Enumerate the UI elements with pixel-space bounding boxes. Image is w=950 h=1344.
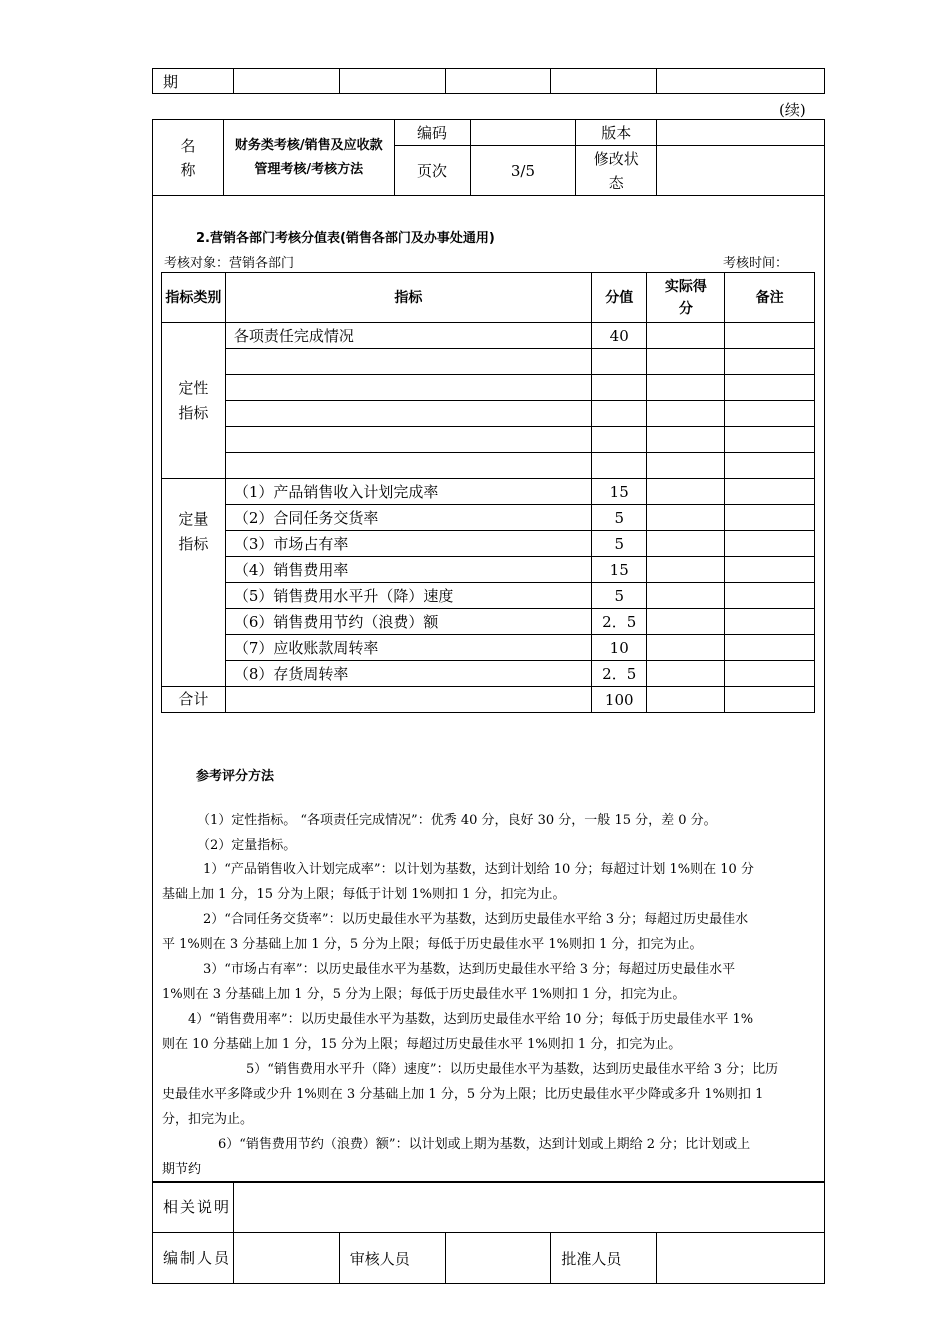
method-paragraph: （1）定性指标。 “各项责任完成情况”：优秀 40 分，良好 30 分，一般 15 分，差 0 分。 bbox=[197, 813, 717, 828]
value-cell bbox=[591, 453, 647, 479]
table-row bbox=[162, 453, 815, 479]
table-row bbox=[162, 557, 815, 583]
remark-cell bbox=[725, 609, 815, 635]
method-paragraph: 期节约 bbox=[162, 1162, 202, 1177]
remark-cell bbox=[725, 505, 815, 531]
indicator-cell bbox=[225, 349, 591, 375]
total-label: 合计 bbox=[162, 687, 226, 713]
value-cell: 2．5 bbox=[591, 609, 647, 635]
actual-cell bbox=[647, 609, 725, 635]
indicator-cell: （6）销售费用节约（浪费）额 bbox=[225, 609, 591, 635]
method-paragraph: 4）“销售费用率”：以历史最佳水平为基数，达到历史最佳水平给 10 分；每低于历史最佳水平 1% bbox=[188, 1012, 754, 1027]
code-value bbox=[470, 120, 576, 146]
notes-value bbox=[233, 1182, 824, 1233]
revision-value bbox=[657, 146, 825, 196]
notes-label: 相关说明 bbox=[153, 1182, 234, 1233]
value-cell bbox=[591, 427, 647, 453]
doc-title: 财务类考核/销售及应收款管理考核/考核方法 bbox=[223, 120, 394, 196]
category-qualitative: 定性指标 bbox=[162, 323, 226, 479]
actual-cell bbox=[647, 323, 725, 349]
actual-cell bbox=[647, 505, 725, 531]
remark-cell bbox=[725, 661, 815, 687]
page-label: 页次 bbox=[394, 146, 470, 196]
table-row bbox=[162, 349, 815, 375]
actual-cell bbox=[647, 583, 725, 609]
name-label: 名 称 bbox=[153, 120, 224, 196]
remark-cell bbox=[725, 479, 815, 505]
top-sign-row bbox=[152, 68, 825, 94]
actual-cell bbox=[647, 401, 725, 427]
version-label: 版本 bbox=[576, 120, 657, 146]
version-value bbox=[657, 120, 825, 146]
footer-table bbox=[152, 1181, 825, 1284]
code-label: 编码 bbox=[394, 120, 470, 146]
actual-cell bbox=[647, 531, 725, 557]
actual-cell bbox=[647, 453, 725, 479]
table-row bbox=[162, 427, 815, 453]
remark-cell bbox=[725, 323, 815, 349]
continued-mark: (续) bbox=[779, 101, 806, 119]
total-row bbox=[162, 687, 815, 713]
method-title: 参考评分方法 bbox=[196, 769, 275, 784]
actual-cell bbox=[647, 687, 725, 713]
section-title: 2.营销各部门考核分值表(销售各部门及办事处通用) bbox=[196, 231, 495, 246]
col-header-category: 指标类别 bbox=[162, 273, 226, 323]
remark-cell bbox=[725, 401, 815, 427]
actual-cell bbox=[647, 427, 725, 453]
total-value: 100 bbox=[591, 687, 647, 713]
indicator-cell: （8）存货周转率 bbox=[225, 661, 591, 687]
col-header-value: 分值 bbox=[591, 273, 647, 323]
method-paragraph: 平 1%则在 3 分基础上加 1 分，5 分为上限；每低于历史最佳水平 1%则扣 1 分，扣完为止。 bbox=[162, 937, 703, 952]
value-cell bbox=[591, 375, 647, 401]
remark-cell bbox=[725, 453, 815, 479]
actual-cell bbox=[647, 479, 725, 505]
indicator-cell bbox=[225, 375, 591, 401]
col-header-remark: 备注 bbox=[725, 273, 815, 323]
indicator-cell bbox=[225, 687, 591, 713]
blank-cell bbox=[551, 69, 657, 94]
method-paragraph: 5）“销售费用水平升（降）速度”：以历史最佳水平为基数，达到历史最佳水平给 3 分；比历 bbox=[246, 1062, 779, 1077]
approver-value bbox=[657, 1233, 825, 1284]
value-cell: 2．5 bbox=[591, 661, 647, 687]
revision-label: 修改状态 bbox=[576, 146, 657, 196]
actual-cell bbox=[647, 375, 725, 401]
table-row bbox=[162, 479, 815, 505]
method-paragraph: 6）“销售费用节约（浪费）额”：以计划或上期为基数，达到计划或上期给 2 分；比计划或上 bbox=[218, 1137, 751, 1152]
score-table bbox=[161, 272, 815, 713]
indicator-cell: （7）应收账款周转率 bbox=[225, 635, 591, 661]
blank-cell bbox=[445, 69, 551, 94]
reviewer-label: 审核人员 bbox=[339, 1233, 445, 1284]
indicator-cell bbox=[225, 401, 591, 427]
remark-cell bbox=[725, 375, 815, 401]
method-paragraph: 分，扣完为止。 bbox=[162, 1112, 254, 1127]
value-cell: 5 bbox=[591, 583, 647, 609]
doc-header-table bbox=[152, 119, 825, 196]
indicator-cell: （3）市场占有率 bbox=[225, 531, 591, 557]
actual-cell bbox=[647, 349, 725, 375]
blank-cell bbox=[233, 69, 339, 94]
remark-cell bbox=[725, 349, 815, 375]
blank-cell bbox=[339, 69, 445, 94]
table-row bbox=[162, 661, 815, 687]
blank-cell bbox=[657, 69, 825, 94]
remark-cell bbox=[725, 531, 815, 557]
table-row bbox=[162, 505, 815, 531]
value-cell: 15 bbox=[591, 557, 647, 583]
value-cell: 15 bbox=[591, 479, 647, 505]
category-quantitative: 定量指标 bbox=[162, 479, 226, 687]
indicator-cell bbox=[225, 427, 591, 453]
actual-cell bbox=[647, 557, 725, 583]
period-label: 期 bbox=[153, 69, 234, 94]
reviewer-value bbox=[445, 1233, 551, 1284]
page-value: 3/5 bbox=[470, 146, 576, 196]
table-row bbox=[162, 401, 815, 427]
indicator-cell: 各项责任完成情况 bbox=[225, 323, 591, 349]
value-cell bbox=[591, 349, 647, 375]
method-paragraph: 则在 10 分基础上加 1 分，15 分为上限；每超过历史最佳水平 1%则扣 1 分，扣完为止。 bbox=[162, 1037, 682, 1052]
method-paragraph: 2）“合同任务交货率”：以历史最佳水平为基数，达到历史最佳水平给 3 分；每超过历史最佳水 bbox=[203, 912, 749, 927]
actual-cell bbox=[647, 661, 725, 687]
value-cell: 40 bbox=[591, 323, 647, 349]
preparer-value bbox=[233, 1233, 339, 1284]
assessment-time: 考核时间： bbox=[723, 256, 789, 271]
indicator-cell bbox=[225, 453, 591, 479]
method-paragraph: 1%则在 3 分基础上加 1 分，5 分为上限；每低于历史最佳水平 1%则扣 1 分，扣完为止。 bbox=[162, 987, 686, 1002]
table-row bbox=[162, 323, 815, 349]
method-paragraph: 1）“产品销售收入计划完成率”：以计划为基数，达到计划给 10 分；每超过计划 1%则在 10 分 bbox=[203, 862, 754, 877]
indicator-cell: （1）产品销售收入计划完成率 bbox=[225, 479, 591, 505]
assessment-target: 考核对象：营销各部门 bbox=[164, 256, 295, 271]
method-paragraph: （2）定量指标。 bbox=[197, 838, 297, 853]
table-row bbox=[162, 583, 815, 609]
remark-cell bbox=[725, 583, 815, 609]
indicator-cell: （4）销售费用率 bbox=[225, 557, 591, 583]
method-paragraph: 史最佳水平多降或少升 1%则在 3 分基础上加 1 分，5 分为上限；比历史最佳水平少降或多升 1%则扣 1 bbox=[162, 1087, 764, 1102]
remark-cell bbox=[725, 635, 815, 661]
method-paragraph: 3）“市场占有率”：以历史最佳水平为基数，达到历史最佳水平给 3 分；每超过历史最佳水平 bbox=[203, 962, 736, 977]
actual-cell bbox=[647, 635, 725, 661]
table-row bbox=[162, 609, 815, 635]
value-cell bbox=[591, 401, 647, 427]
table-row bbox=[162, 531, 815, 557]
remark-cell bbox=[725, 557, 815, 583]
col-header-indicator: 指标 bbox=[225, 273, 591, 323]
remark-cell bbox=[725, 427, 815, 453]
col-header-actual: 实际得分 bbox=[647, 273, 725, 323]
remark-cell bbox=[725, 687, 815, 713]
preparer-label: 编制人员 bbox=[153, 1233, 234, 1284]
approver-label: 批准人员 bbox=[551, 1233, 657, 1284]
table-row bbox=[162, 635, 815, 661]
indicator-cell: （5）销售费用水平升（降）速度 bbox=[225, 583, 591, 609]
value-cell: 10 bbox=[591, 635, 647, 661]
table-row bbox=[162, 375, 815, 401]
method-paragraph: 基础上加 1 分，15 分为上限；每低于计划 1%则扣 1 分，扣完为止。 bbox=[162, 887, 566, 902]
value-cell: 5 bbox=[591, 505, 647, 531]
indicator-cell: （2）合同任务交货率 bbox=[225, 505, 591, 531]
value-cell: 5 bbox=[591, 531, 647, 557]
